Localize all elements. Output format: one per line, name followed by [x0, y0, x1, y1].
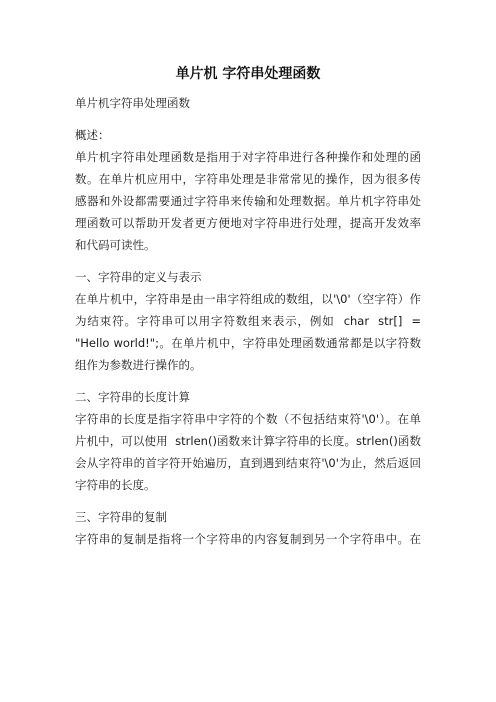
document-subtitle: 单片机字符串处理函数 — [75, 96, 190, 110]
overview-line: 数。在单片机应用中，字符串处理是非常常见的操作，因为很多传 — [75, 172, 421, 186]
overview-line: 和代码可读性。 — [75, 238, 156, 252]
overview-line: 单片机字符串处理函数是指用于对字符串进行各种操作和处理的函 — [75, 150, 421, 164]
document-title: 单片机 字符串处理函数 — [175, 66, 321, 82]
document-body — [75, 92, 421, 550]
section-heading: 一、字符串的定义与表示 — [75, 270, 202, 284]
section-line: 为结束符。字符串可以用字符数组来表示，例如 char str[] = — [75, 314, 421, 328]
section-line: 字符串的复制是指将一个字符串的内容复制到另一个字符串中。在 — [75, 532, 421, 546]
section-line: 组作为参数进行操作的。 — [75, 358, 202, 372]
section-line: 会从字符串的首字符开始遍历，直到遇到结束符'\0'为止，然后返回 — [75, 456, 421, 470]
section-line: 片机中，可以使用 strlen()函数来计算字符串的长度。strlen()函数 — [75, 434, 421, 448]
overview-line: 理函数可以帮助开发者更方便地对字符串进行处理，提高开发效率 — [75, 216, 421, 230]
spacer — [75, 496, 421, 506]
section-line: 字符串的长度是指字符串中字符的个数（不包括结束符'\0'）。在单 — [75, 412, 421, 426]
section-line: 字符串的长度。 — [75, 478, 156, 492]
spacer — [75, 376, 421, 386]
section-heading: 三、字符串的复制 — [75, 510, 167, 524]
spacer — [75, 256, 421, 266]
overview-line: 感器和外设都需要通过字符串来传输和处理数据。单片机字符串处 — [75, 194, 421, 208]
spacer — [75, 114, 421, 124]
section-line: "Hello world!";。在单片机中，字符串处理函数通常都是以字符数 — [75, 336, 421, 350]
overview-label: 概述： — [75, 128, 110, 142]
section-heading: 二、字符串的长度计算 — [75, 390, 190, 404]
section-line: 在单片机中，字符串是由一串字符组成的数组，以'\0'（空字符）作 — [75, 292, 421, 306]
